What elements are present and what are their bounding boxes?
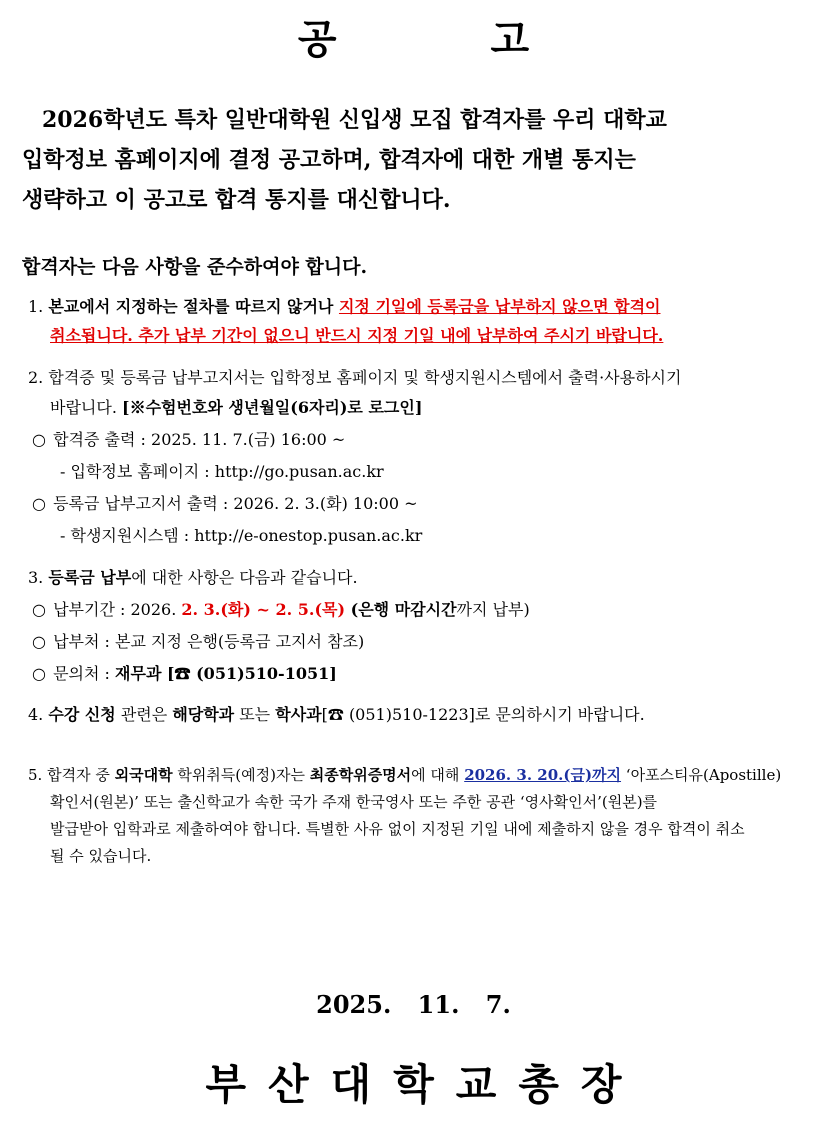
item-number: 3. (28, 568, 44, 587)
item5-line2: 확인서(원본)’ 또는 출신학교가 속한 국가 주재 한국영사 또는 주한 공관 ‘영사확인서’(원본)를 (50, 793, 658, 811)
item3-contact: 재무과 [☎ (051)510-1051] (115, 664, 337, 683)
item5-line4: 될 수 있습니다. (50, 847, 152, 865)
item1-warning: 지정 기일에 등록금을 납부하지 않으면 합격이 (338, 297, 661, 316)
president-signature: 부산대학교총장 (205, 1060, 644, 1109)
item3-period-bold: (은행 마감시간 (345, 600, 457, 619)
bullet-circle-icon: ○ (32, 632, 46, 651)
item5-text-a: 합격자 중 (47, 766, 115, 784)
bullet-circle-icon: ○ (32, 600, 46, 619)
bullet-circle-icon: ○ (32, 430, 46, 449)
item3-bold: 등록금 납부 (48, 568, 132, 587)
item3-period-dates: 2. 3.(화) ~ 2. 5.(목) (181, 600, 346, 619)
item2-bullet-a: 합격증 출력 : 2025. 11. 7.(금) 16:00 ~ (53, 430, 346, 449)
item2-line2: 바랍니다. (50, 398, 122, 417)
item1-text: 본교에서 지정하는 절차를 따르지 않거나 (48, 297, 339, 316)
item2-line1: 합격증 및 등록금 납부고지서는 입학정보 홈페이지 및 학생지원시스템에서 출력·사용하시기 (48, 368, 682, 387)
item5-deadline: 2026. 3. 20.(금)까지 (464, 766, 622, 784)
intro-line-1: 2026학년도 특차 일반대학원 신입생 모집 합격자를 우리 대학교 (42, 107, 667, 133)
item4-bold3: 학사과 (275, 705, 322, 724)
item1-warning-cont: 취소됩니다. 추가 납부 기간이 없으니 반드시 지정 기일 내에 납부하여 주시기 바랍니다. (50, 326, 664, 345)
item4-bold1: 수강 신청 (48, 705, 116, 724)
item3-rest: 에 대한 사항은 다음과 같습니다. (131, 568, 358, 587)
bullet-circle-icon: ○ (32, 494, 46, 513)
item-number: 1. (28, 297, 44, 316)
item5-text-g: ‘아포스티유(Apostille) (621, 766, 782, 784)
bullet-circle-icon: ○ (32, 664, 46, 683)
item4-text2: 또는 (234, 705, 276, 724)
intro-paragraph (22, 100, 807, 220)
item5-foreign: 외국대학 (114, 766, 173, 784)
item2-bullet-b: 등록금 납부고지서 출력 : 2026. 2. 3.(화) 10:00 ~ (53, 494, 418, 513)
item5-text-e: 에 대해 (411, 766, 465, 784)
item-4 (28, 704, 818, 726)
item4-phone: [☎ (051)510-1223] (321, 705, 475, 724)
item-number: 4. (28, 705, 44, 724)
item4-text3: 로 문의하시기 바랍니다. (474, 705, 645, 724)
item3-contact-label: 문의처 : (53, 664, 116, 683)
item2-sub-b: - 학생지원시스템 : http://e-onestop.pusan.ac.kr (60, 526, 423, 545)
item5-line3: 발급받아 입학과로 제출하여야 합니다. 특별한 사유 없이 지정된 기일 내에 제출하지 않을 경우 합격이 취소 (50, 820, 745, 838)
item-5 (28, 765, 808, 866)
notice-date: 2025. 11. 7. (316, 990, 511, 1019)
item2-sub-a: - 입학정보 홈페이지 : http://go.pusan.ac.kr (60, 462, 384, 481)
item-2 (28, 367, 818, 547)
item4-text1: 관련은 (115, 705, 173, 724)
item3-period-label: 납부기간 : 2026. (53, 600, 182, 619)
item-1 (28, 296, 818, 347)
notice-title: 공 고 (297, 17, 600, 63)
intro-line-2: 입학정보 홈페이지에 결정 공고하며, 합격자에 대한 개별 통지는 (22, 147, 636, 173)
item-number: 2. (28, 368, 44, 387)
item5-certificate: 최종학위증명서 (309, 766, 412, 784)
item3-place: 납부처 : 본교 지정 은행(등록금 고지서 참조) (53, 632, 365, 651)
item4-bold2: 해당학과 (172, 705, 235, 724)
intro-line-3: 생략하고 이 공고로 합격 통지를 대신합니다. (22, 187, 451, 213)
item-3 (28, 567, 818, 685)
item5-text-c: 학위취득(예정)자는 (172, 766, 310, 784)
item2-login-note: [※수험번호와 생년월일(6자리)로 로그인] (122, 398, 423, 417)
item-number: 5. (28, 766, 43, 784)
item3-period-end: 까지 납부) (456, 600, 530, 619)
subheading: 합격자는 다음 사항을 준수하여야 합니다. (22, 256, 368, 278)
